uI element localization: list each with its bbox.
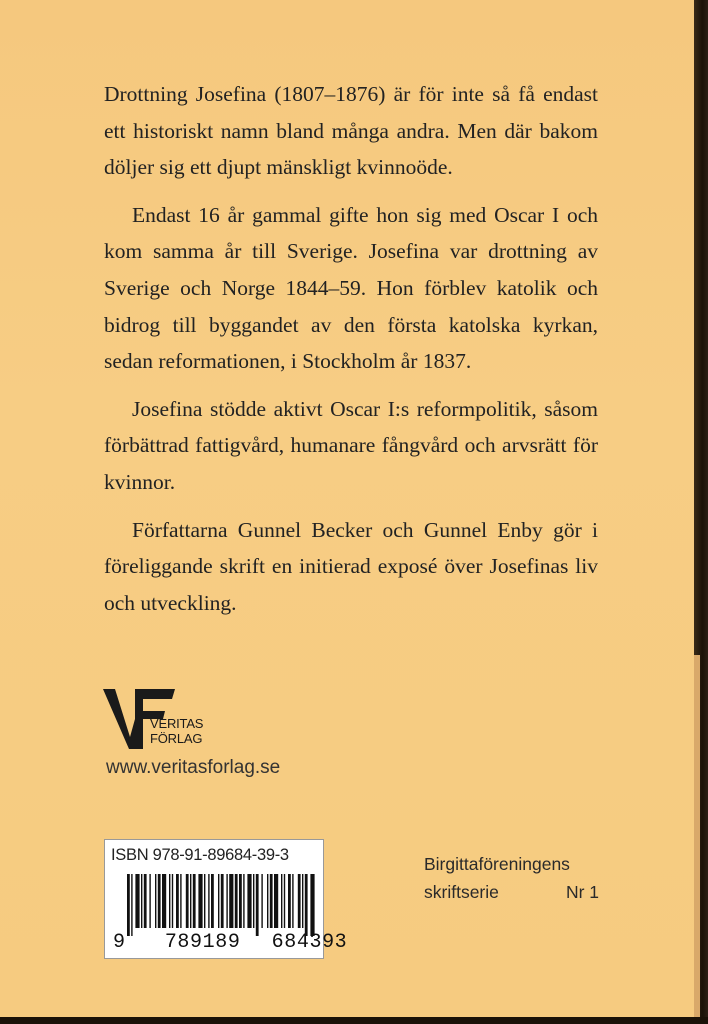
barcode-bar — [180, 874, 181, 928]
barcode-bar — [135, 874, 139, 928]
barcode-bar — [221, 874, 224, 928]
publisher-name-line1: VERITAS — [150, 716, 204, 731]
barcode-bar — [298, 874, 301, 928]
barcode-bar — [274, 874, 278, 928]
barcode-bar — [169, 874, 170, 928]
barcode-bar — [158, 874, 161, 928]
barcode-bar — [204, 874, 205, 928]
publisher-name-line2: FÖRLAG — [150, 731, 203, 746]
barcode-digit-group1: 789189 — [164, 931, 241, 954]
barcode-bar — [149, 874, 150, 928]
barcode-bar — [176, 874, 179, 928]
barcode-bar — [186, 874, 189, 928]
barcode-bar — [302, 874, 303, 928]
barcode-bar — [193, 874, 196, 928]
blurb-paragraph-1: Drottning Josefina (1807–1876) är för inte så få endast ett historiskt namn bland många andra. Men där bakom döljer sig ett djupt mänskligt kvinnoöde. — [104, 82, 598, 180]
series-number: Nr 1 — [565, 882, 599, 902]
barcode-bar — [162, 874, 166, 928]
barcode-bar — [256, 874, 259, 936]
barcode-bar — [141, 874, 142, 928]
barcode-bar — [172, 874, 173, 928]
barcode-bar — [243, 874, 244, 928]
barcode-bar — [208, 874, 209, 928]
barcode-bar — [267, 874, 268, 928]
series-name: Birgittaföreningens — [424, 854, 570, 874]
blurb — [104, 76, 598, 632]
blurb-paragraph-2: Endast 16 år gammal gifte hon sig med Oscar I och kom samma år till Sverige. Josefina var drottning av Sverige och Norge 1844–59. Hon förblev katolik och bidrog till byggandet av den första katolska kyrkan, sedan reformationen, i Stockholm år 1837. — [104, 202, 598, 374]
barcode-bar — [281, 874, 282, 928]
barcode-bar — [261, 874, 262, 928]
barcode-bar — [253, 874, 254, 928]
series-subtitle: skriftserie — [424, 882, 499, 902]
publisher-url: www.veritasforlag.se — [106, 757, 281, 778]
isbn-barcode-box — [104, 839, 348, 959]
blurb-paragraph-3: Josefina stödde aktivt Oscar I:s reformpolitik, såsom förbättrad fattigvård, humanare fångvård och arvsrätt för kvinnor. — [104, 396, 598, 494]
barcode-bar — [305, 874, 308, 936]
barcode-bar — [270, 874, 273, 928]
blurb-paragraph-4: Författarna Gunnel Becker och Gunnel Enby gör i föreliggande skrift en initierad exposé över Josefinas liv och utveckling. — [104, 517, 598, 615]
bottom-edge — [0, 1017, 708, 1024]
barcode-bar — [198, 874, 202, 928]
barcode-bar — [229, 874, 233, 928]
barcode-digits — [113, 931, 347, 954]
barcode-digit-group2: 684393 — [271, 931, 348, 954]
barcode-bar — [211, 874, 214, 928]
barcode-bar — [235, 874, 238, 928]
barcode-bar — [292, 874, 293, 928]
barcode-bar — [310, 874, 314, 936]
barcode-bar — [218, 874, 219, 928]
barcode-bar — [288, 874, 291, 928]
isbn-label: ISBN 978-91-89684-39-3 — [111, 846, 289, 864]
barcode-bar — [190, 874, 191, 928]
book-spine-shadow — [694, 0, 708, 1024]
barcode-bar — [226, 874, 227, 928]
series-info — [424, 850, 599, 906]
barcode-bar — [127, 874, 130, 936]
barcode-bar — [247, 874, 251, 928]
barcode-bar — [239, 874, 242, 928]
barcode-digit-first: 9 — [113, 931, 126, 954]
barcode-bar — [284, 874, 285, 928]
publisher-name — [150, 716, 203, 746]
barcode-bar — [131, 874, 132, 936]
barcode-bar — [144, 874, 147, 928]
barcode-bar — [155, 874, 156, 928]
